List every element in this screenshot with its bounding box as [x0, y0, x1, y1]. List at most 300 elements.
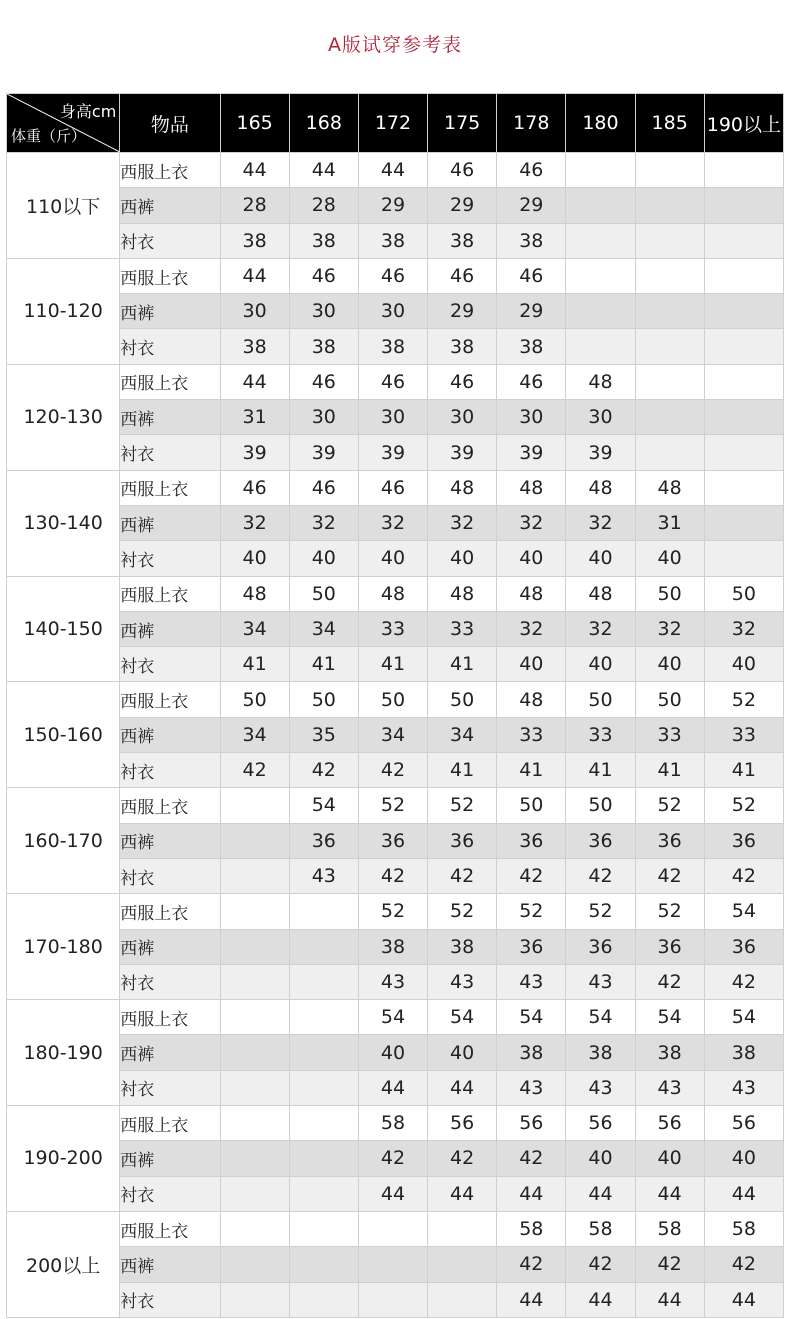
size-value-cell: 29 — [358, 188, 427, 223]
size-value-cell — [635, 294, 704, 329]
height-header: 175 — [428, 94, 497, 153]
size-value-cell: 34 — [220, 717, 289, 752]
size-value-cell: 40 — [289, 541, 358, 576]
size-value-cell — [704, 400, 783, 435]
item-name-cell: 衬衣 — [120, 964, 220, 999]
size-value-cell — [704, 505, 783, 540]
table-row — [7, 1282, 784, 1317]
size-value-cell: 48 — [428, 470, 497, 505]
size-value-cell: 48 — [566, 470, 635, 505]
size-value-cell: 46 — [358, 258, 427, 293]
size-value-cell: 46 — [497, 364, 566, 399]
size-value-cell: 31 — [220, 400, 289, 435]
size-value-cell: 58 — [704, 1211, 783, 1246]
size-value-cell: 48 — [566, 364, 635, 399]
size-value-cell: 41 — [220, 647, 289, 682]
size-value-cell: 32 — [566, 611, 635, 646]
size-value-cell: 41 — [566, 753, 635, 788]
size-value-cell: 48 — [497, 682, 566, 717]
size-value-cell — [220, 788, 289, 823]
size-value-cell: 40 — [428, 541, 497, 576]
size-value-cell — [220, 929, 289, 964]
height-header: 178 — [497, 94, 566, 153]
size-value-cell: 43 — [497, 964, 566, 999]
size-value-cell: 54 — [704, 894, 783, 929]
size-value-cell: 39 — [428, 435, 497, 470]
size-value-cell: 58 — [566, 1211, 635, 1246]
size-value-cell: 48 — [635, 470, 704, 505]
size-value-cell: 44 — [635, 1282, 704, 1317]
size-value-cell — [635, 400, 704, 435]
size-value-cell: 43 — [358, 964, 427, 999]
header-row — [7, 94, 784, 153]
size-value-cell: 44 — [566, 1282, 635, 1317]
table-row — [7, 1141, 784, 1176]
size-value-cell: 56 — [635, 1106, 704, 1141]
size-value-cell — [635, 188, 704, 223]
size-value-cell — [220, 1247, 289, 1282]
size-value-cell: 44 — [358, 1070, 427, 1105]
height-axis-label: 身高cm — [59, 102, 117, 121]
size-value-cell: 40 — [635, 647, 704, 682]
table-row — [7, 223, 784, 258]
weight-range-cell: 200以上 — [7, 1211, 120, 1317]
size-value-cell: 42 — [704, 1247, 783, 1282]
item-name-cell: 西服上衣 — [120, 682, 220, 717]
size-value-cell: 41 — [635, 753, 704, 788]
table-row — [7, 858, 784, 893]
size-value-cell: 56 — [566, 1106, 635, 1141]
size-value-cell: 38 — [289, 223, 358, 258]
size-value-cell: 39 — [220, 435, 289, 470]
size-value-cell: 52 — [497, 894, 566, 929]
size-value-cell: 42 — [358, 858, 427, 893]
size-value-cell: 43 — [566, 1070, 635, 1105]
size-value-cell — [358, 1247, 427, 1282]
item-name-cell: 衬衣 — [120, 223, 220, 258]
weight-range-cell: 150-160 — [7, 682, 120, 788]
size-value-cell — [566, 223, 635, 258]
size-value-cell: 39 — [289, 435, 358, 470]
size-value-cell: 38 — [358, 929, 427, 964]
table-row — [7, 1000, 784, 1035]
size-value-cell: 40 — [566, 541, 635, 576]
weight-range-cell: 110以下 — [7, 153, 120, 259]
size-value-cell — [635, 364, 704, 399]
size-chart-table — [6, 93, 784, 1318]
item-name-cell: 西服上衣 — [120, 470, 220, 505]
size-value-cell — [220, 1141, 289, 1176]
size-value-cell: 54 — [428, 1000, 497, 1035]
size-value-cell: 36 — [566, 929, 635, 964]
table-row — [7, 1211, 784, 1246]
table-row — [7, 329, 784, 364]
item-name-cell: 西服上衣 — [120, 364, 220, 399]
height-header: 168 — [289, 94, 358, 153]
table-row — [7, 647, 784, 682]
size-value-cell: 54 — [566, 1000, 635, 1035]
size-value-cell: 42 — [566, 858, 635, 893]
height-header: 185 — [635, 94, 704, 153]
size-value-cell: 46 — [497, 153, 566, 188]
size-value-cell: 50 — [428, 682, 497, 717]
size-value-cell: 35 — [289, 717, 358, 752]
size-value-cell — [289, 964, 358, 999]
size-value-cell: 40 — [635, 541, 704, 576]
size-value-cell: 28 — [289, 188, 358, 223]
size-value-cell: 36 — [704, 929, 783, 964]
item-name-cell: 西服上衣 — [120, 1106, 220, 1141]
size-value-cell: 33 — [428, 611, 497, 646]
size-value-cell: 36 — [289, 823, 358, 858]
size-value-cell: 33 — [704, 717, 783, 752]
size-value-cell: 52 — [358, 788, 427, 823]
size-value-cell: 50 — [220, 682, 289, 717]
size-value-cell: 38 — [358, 223, 427, 258]
table-row — [7, 541, 784, 576]
size-value-cell: 44 — [220, 258, 289, 293]
table-row — [7, 576, 784, 611]
size-value-cell: 38 — [497, 329, 566, 364]
size-value-cell: 29 — [428, 294, 497, 329]
size-value-cell: 50 — [566, 682, 635, 717]
size-value-cell: 42 — [428, 858, 497, 893]
size-value-cell: 43 — [428, 964, 497, 999]
size-value-cell: 44 — [428, 1176, 497, 1211]
item-name-cell: 衬衣 — [120, 753, 220, 788]
size-value-cell: 52 — [358, 894, 427, 929]
item-name-cell: 西裤 — [120, 188, 220, 223]
item-name-cell: 西服上衣 — [120, 153, 220, 188]
size-value-cell: 34 — [220, 611, 289, 646]
size-value-cell: 41 — [358, 647, 427, 682]
size-chart-body — [7, 153, 784, 1318]
size-value-cell: 43 — [635, 1070, 704, 1105]
size-value-cell: 34 — [289, 611, 358, 646]
item-name-cell: 西服上衣 — [120, 1211, 220, 1246]
size-value-cell: 44 — [704, 1282, 783, 1317]
size-value-cell: 44 — [497, 1176, 566, 1211]
item-name-cell: 衬衣 — [120, 541, 220, 576]
size-value-cell: 46 — [289, 470, 358, 505]
size-value-cell: 46 — [428, 258, 497, 293]
size-value-cell: 30 — [566, 400, 635, 435]
size-value-cell: 33 — [358, 611, 427, 646]
size-value-cell — [289, 894, 358, 929]
size-value-cell: 42 — [358, 753, 427, 788]
size-value-cell: 38 — [566, 1035, 635, 1070]
weight-range-cell: 180-190 — [7, 1000, 120, 1106]
size-value-cell: 54 — [704, 1000, 783, 1035]
size-value-cell — [289, 1070, 358, 1105]
size-value-cell: 43 — [289, 858, 358, 893]
item-name-cell: 衬衣 — [120, 1282, 220, 1317]
page-title: A版试穿参考表 — [328, 34, 462, 56]
size-value-cell: 32 — [358, 505, 427, 540]
size-value-cell — [220, 1176, 289, 1211]
size-value-cell: 28 — [220, 188, 289, 223]
item-name-cell: 西裤 — [120, 1141, 220, 1176]
size-value-cell: 42 — [220, 753, 289, 788]
size-value-cell: 54 — [497, 1000, 566, 1035]
size-value-cell — [704, 294, 783, 329]
table-row — [7, 505, 784, 540]
table-row — [7, 964, 784, 999]
size-value-cell — [566, 294, 635, 329]
size-value-cell: 42 — [497, 1247, 566, 1282]
size-value-cell: 41 — [428, 753, 497, 788]
size-value-cell — [289, 1176, 358, 1211]
size-value-cell: 50 — [635, 576, 704, 611]
table-row — [7, 682, 784, 717]
size-value-cell: 30 — [358, 294, 427, 329]
size-value-cell — [289, 929, 358, 964]
size-value-cell — [220, 894, 289, 929]
size-value-cell: 44 — [358, 1176, 427, 1211]
size-value-cell: 44 — [635, 1176, 704, 1211]
size-value-cell — [220, 1070, 289, 1105]
size-value-cell: 58 — [497, 1211, 566, 1246]
size-value-cell: 41 — [704, 753, 783, 788]
size-value-cell: 50 — [704, 576, 783, 611]
table-row — [7, 153, 784, 188]
size-value-cell — [289, 1035, 358, 1070]
item-name-cell: 西裤 — [120, 505, 220, 540]
item-name-cell: 西服上衣 — [120, 576, 220, 611]
size-value-cell: 50 — [635, 682, 704, 717]
size-value-cell — [704, 223, 783, 258]
size-value-cell: 30 — [428, 400, 497, 435]
size-value-cell: 40 — [220, 541, 289, 576]
size-value-cell — [220, 964, 289, 999]
weight-range-cell: 130-140 — [7, 470, 120, 576]
size-value-cell: 32 — [704, 611, 783, 646]
size-value-cell — [289, 1247, 358, 1282]
size-value-cell: 40 — [704, 647, 783, 682]
size-value-cell: 43 — [497, 1070, 566, 1105]
size-value-cell: 43 — [704, 1070, 783, 1105]
size-value-cell: 43 — [566, 964, 635, 999]
table-row — [7, 894, 784, 929]
item-name-cell: 衬衣 — [120, 647, 220, 682]
size-value-cell: 30 — [289, 400, 358, 435]
size-value-cell: 32 — [428, 505, 497, 540]
table-row — [7, 1070, 784, 1105]
size-value-cell: 42 — [497, 1141, 566, 1176]
item-name-cell: 西服上衣 — [120, 894, 220, 929]
size-value-cell: 39 — [497, 435, 566, 470]
size-value-cell: 32 — [497, 505, 566, 540]
size-value-cell — [220, 823, 289, 858]
size-value-cell — [704, 153, 783, 188]
size-value-cell: 38 — [428, 223, 497, 258]
size-value-cell: 42 — [566, 1247, 635, 1282]
size-value-cell: 52 — [428, 788, 497, 823]
size-value-cell: 32 — [566, 505, 635, 540]
size-value-cell: 42 — [635, 964, 704, 999]
size-value-cell: 46 — [289, 364, 358, 399]
item-name-cell: 西裤 — [120, 611, 220, 646]
size-value-cell: 39 — [566, 435, 635, 470]
table-row — [7, 1106, 784, 1141]
size-value-cell — [220, 858, 289, 893]
item-name-cell: 衬衣 — [120, 1070, 220, 1105]
size-value-cell: 30 — [289, 294, 358, 329]
size-value-cell — [704, 541, 783, 576]
size-value-cell: 38 — [497, 1035, 566, 1070]
size-value-cell: 52 — [428, 894, 497, 929]
size-value-cell: 56 — [497, 1106, 566, 1141]
size-value-cell — [289, 1211, 358, 1246]
size-value-cell: 44 — [497, 1282, 566, 1317]
size-value-cell: 46 — [358, 470, 427, 505]
table-row — [7, 929, 784, 964]
table-row — [7, 364, 784, 399]
size-value-cell: 50 — [566, 788, 635, 823]
height-header: 190以上 — [704, 94, 783, 153]
size-value-cell: 50 — [289, 576, 358, 611]
size-value-cell — [358, 1211, 427, 1246]
size-value-cell — [428, 1211, 497, 1246]
item-name-cell: 西裤 — [120, 1035, 220, 1070]
weight-axis-label: 体重（斤） — [11, 127, 87, 145]
size-value-cell: 52 — [566, 894, 635, 929]
size-value-cell: 48 — [497, 576, 566, 611]
size-value-cell: 31 — [635, 505, 704, 540]
size-value-cell: 42 — [635, 1247, 704, 1282]
item-header: 物品 — [120, 94, 220, 153]
size-value-cell: 30 — [497, 400, 566, 435]
size-value-cell — [358, 1282, 427, 1317]
size-value-cell: 42 — [635, 858, 704, 893]
size-value-cell: 36 — [358, 823, 427, 858]
size-value-cell: 40 — [428, 1035, 497, 1070]
size-value-cell — [289, 1141, 358, 1176]
item-name-cell: 衬衣 — [120, 858, 220, 893]
item-name-cell: 衬衣 — [120, 329, 220, 364]
size-value-cell: 34 — [428, 717, 497, 752]
size-value-cell: 44 — [358, 153, 427, 188]
size-value-cell: 44 — [220, 153, 289, 188]
table-row — [7, 294, 784, 329]
weight-range-cell: 110-120 — [7, 258, 120, 364]
table-row — [7, 470, 784, 505]
size-value-cell — [566, 258, 635, 293]
size-value-cell: 48 — [566, 576, 635, 611]
size-value-cell: 42 — [497, 858, 566, 893]
height-header: 172 — [358, 94, 427, 153]
size-value-cell: 44 — [704, 1176, 783, 1211]
size-value-cell: 44 — [289, 153, 358, 188]
size-value-cell: 44 — [220, 364, 289, 399]
size-value-cell: 46 — [497, 258, 566, 293]
size-value-cell: 29 — [497, 294, 566, 329]
size-value-cell: 40 — [497, 647, 566, 682]
size-value-cell: 38 — [289, 329, 358, 364]
size-value-cell: 46 — [358, 364, 427, 399]
size-value-cell: 32 — [635, 611, 704, 646]
weight-range-cell: 140-150 — [7, 576, 120, 682]
size-value-cell: 52 — [704, 682, 783, 717]
size-value-cell: 56 — [704, 1106, 783, 1141]
size-value-cell: 46 — [289, 258, 358, 293]
size-value-cell — [220, 1035, 289, 1070]
size-value-cell: 38 — [497, 223, 566, 258]
size-value-cell: 52 — [635, 894, 704, 929]
size-value-cell: 38 — [428, 329, 497, 364]
size-value-cell — [566, 188, 635, 223]
size-value-cell — [635, 258, 704, 293]
size-value-cell: 40 — [704, 1141, 783, 1176]
size-value-cell: 34 — [358, 717, 427, 752]
size-value-cell — [635, 153, 704, 188]
table-row — [7, 1247, 784, 1282]
size-value-cell — [220, 1000, 289, 1035]
weight-range-cell: 160-170 — [7, 788, 120, 894]
size-value-cell: 46 — [220, 470, 289, 505]
size-value-cell — [635, 223, 704, 258]
size-value-cell: 36 — [497, 823, 566, 858]
size-value-cell: 44 — [566, 1176, 635, 1211]
item-name-cell: 西裤 — [120, 929, 220, 964]
size-value-cell: 48 — [220, 576, 289, 611]
size-value-cell: 36 — [497, 929, 566, 964]
size-value-cell — [635, 435, 704, 470]
item-name-cell: 西裤 — [120, 400, 220, 435]
size-value-cell: 44 — [428, 1070, 497, 1105]
table-row — [7, 753, 784, 788]
size-value-cell: 40 — [566, 1141, 635, 1176]
size-value-cell — [566, 153, 635, 188]
item-name-cell: 西服上衣 — [120, 258, 220, 293]
table-row — [7, 717, 784, 752]
size-value-cell — [704, 258, 783, 293]
table-row — [7, 258, 784, 293]
size-value-cell: 40 — [497, 541, 566, 576]
size-value-cell: 54 — [289, 788, 358, 823]
size-value-cell: 36 — [635, 929, 704, 964]
item-name-cell: 西裤 — [120, 1247, 220, 1282]
size-value-cell: 32 — [497, 611, 566, 646]
size-value-cell — [289, 1106, 358, 1141]
size-value-cell: 52 — [635, 788, 704, 823]
size-value-cell — [289, 1000, 358, 1035]
size-value-cell: 54 — [358, 1000, 427, 1035]
size-value-cell: 40 — [358, 541, 427, 576]
size-value-cell: 30 — [358, 400, 427, 435]
size-value-cell: 40 — [566, 647, 635, 682]
item-name-cell: 西裤 — [120, 823, 220, 858]
corner-header-cell — [7, 94, 120, 153]
size-value-cell: 32 — [289, 505, 358, 540]
size-value-cell: 42 — [704, 964, 783, 999]
size-value-cell: 42 — [358, 1141, 427, 1176]
size-value-cell: 40 — [358, 1035, 427, 1070]
size-value-cell: 42 — [704, 858, 783, 893]
size-value-cell: 50 — [289, 682, 358, 717]
item-name-cell: 西裤 — [120, 294, 220, 329]
height-header: 165 — [220, 94, 289, 153]
size-value-cell — [704, 188, 783, 223]
size-value-cell — [566, 329, 635, 364]
size-value-cell: 36 — [704, 823, 783, 858]
item-name-cell: 西服上衣 — [120, 788, 220, 823]
size-value-cell: 30 — [220, 294, 289, 329]
size-value-cell: 41 — [289, 647, 358, 682]
size-value-cell: 38 — [220, 329, 289, 364]
size-value-cell — [704, 470, 783, 505]
size-value-cell: 38 — [220, 223, 289, 258]
